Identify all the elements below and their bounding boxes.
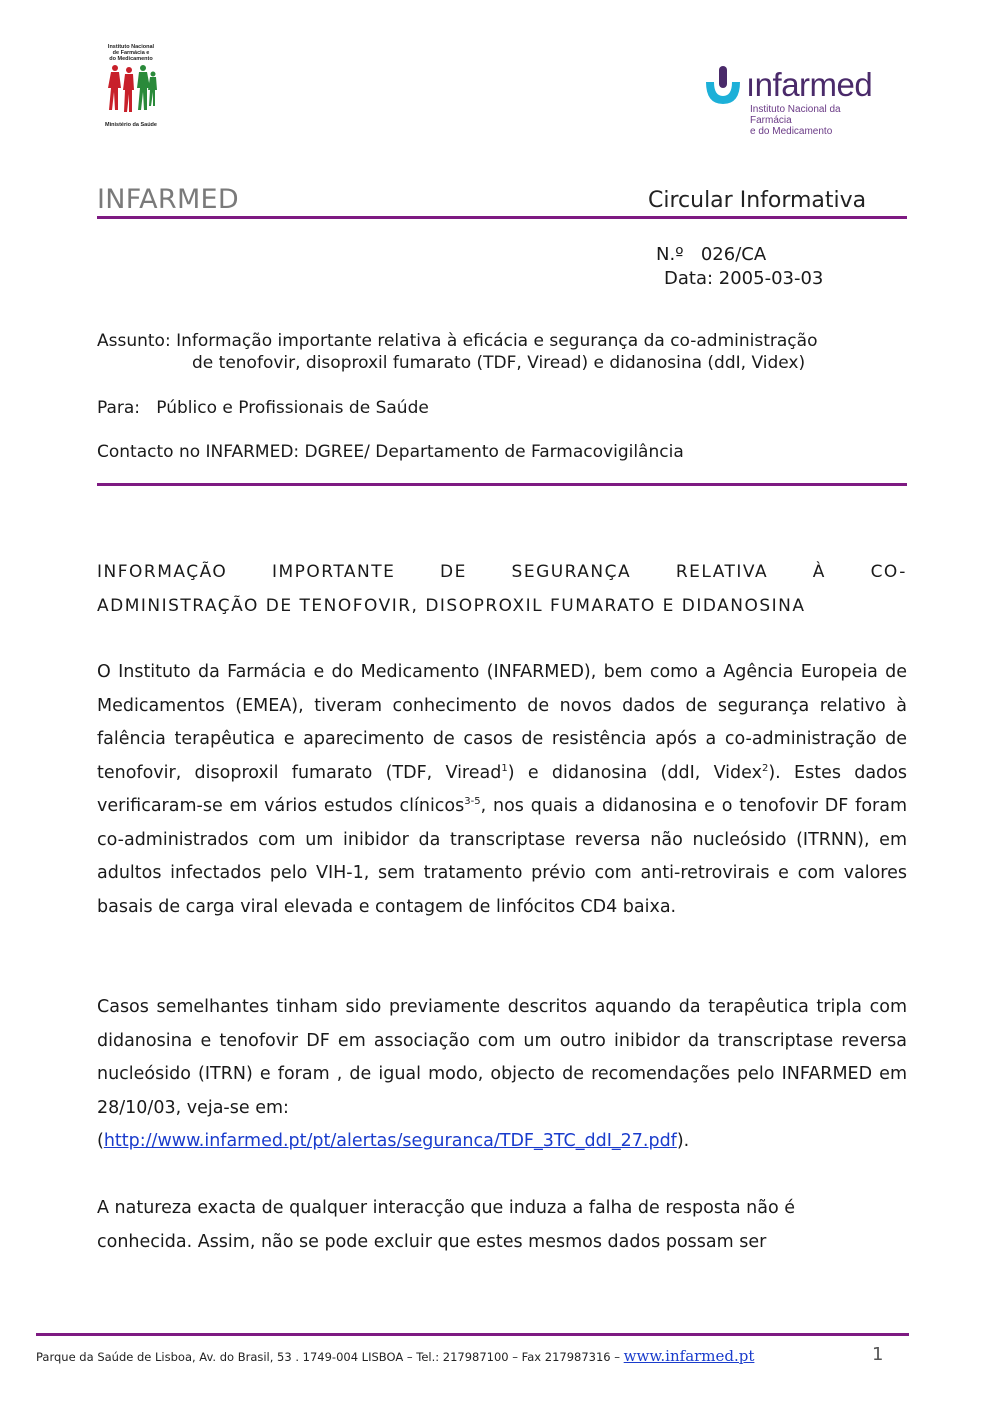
notice-title xyxy=(97,555,907,623)
reference-2: 2 xyxy=(761,762,769,774)
title-line-2: ADMINISTRAÇÃO DE TENOFOVIR, DISOPROXIL FUMARATO E DIDANOSINA xyxy=(97,596,806,616)
title-word: SEGURANÇA xyxy=(511,562,632,582)
date-value: 2005-03-03 xyxy=(718,268,824,289)
p1-text: ) e didanosina (ddI, Videx xyxy=(507,762,762,783)
p3-line-2: conhecida. Assim, não se pode excluir que estes mesmos dados possam ser xyxy=(97,1231,767,1252)
p1-text: ). Estes dados verificaram-se em vários estudos clínicos xyxy=(97,762,907,816)
ministry-logo xyxy=(96,44,166,138)
ministry-name: Ministério da Saúde xyxy=(105,122,157,128)
header-divider xyxy=(97,216,907,219)
to-value: Público e Profissionais de Saúde xyxy=(156,398,429,418)
p1-text: O Instituto da Farmácia e do Medicamento (INFARMED), bem como a Agência Europeia de Medicamentos (EMEA), tiveram conhecimento de novos dados de segurança relativo à falência terapêutica e aparecimento de casos de resistência após a co-administração de tenofovir, disoproxil fumarato (TDF, Viread xyxy=(97,662,907,783)
p3-line-1: A natureza exacta de qualquer interacção que induza a falha de resposta não é xyxy=(97,1198,795,1218)
link-paren: ). xyxy=(676,1131,690,1151)
reference-3-5: 3-5 xyxy=(464,796,481,808)
link-paren: ( xyxy=(97,1131,104,1151)
ministry-logo-line-1: Instituto Nacional xyxy=(107,44,155,50)
page-number: 1 xyxy=(872,1344,884,1365)
infarmed-subtitle-line-1: Instituto Nacional da Farmácia xyxy=(750,104,841,126)
infarmed-wordmark: ınfarmed xyxy=(746,66,873,103)
circular-number xyxy=(656,244,766,265)
subject-label: Assunto: xyxy=(97,331,171,351)
contact: Contacto no INFARMED: DGREE/ Departamento de Farmacovigilância xyxy=(97,442,684,462)
subject-line-2: de tenofovir, disoproxil fumarato (TDF, Viread) e didanosina (ddI, Videx) xyxy=(192,353,806,373)
to-label: Para: xyxy=(97,398,141,418)
website-link[interactable]: www.infarmed.pt xyxy=(623,1347,755,1365)
title-word: RELATIVA xyxy=(675,562,769,582)
meta-divider xyxy=(97,483,907,486)
header-organization: INFARMED xyxy=(97,184,239,215)
circular-date xyxy=(664,268,823,289)
infarmed-logo xyxy=(704,64,884,137)
alert-pdf-link[interactable]: http://www.infarmed.pt/pt/alertas/seguranca/TDF_3TC_ddI_27.pdf xyxy=(103,1131,677,1151)
ministry-logo-line-3: do Medicamento xyxy=(109,56,153,62)
ministry-logo-line-2: de Farmácia e xyxy=(112,50,150,56)
title-word: CO- xyxy=(870,562,907,582)
title-word: IMPORTANTE xyxy=(271,562,396,582)
p1-text: , nos quais a didanosina e o tenofovir DF foram co-administrados com um inibidor da transcriptase reversa não nucleósido (ITRNN), em adultos infectados pelo VIH-1, sem tratamento prévio com anti-retrovirais e com valores basais de carga viral elevada e contagem de linfócitos CD4 baixa. xyxy=(97,796,907,917)
paragraph-3 xyxy=(97,1192,907,1259)
title-word: INFORMAÇÃO xyxy=(97,562,228,582)
date-label: Data: xyxy=(664,268,714,289)
p2-text: Casos semelhantes tinham sido previamente descritos aquando da terapêutica tripla com didanosina e tenofovir DF em associação com um outro inibidor da transcriptase reversa nucleósido (ITRN) e foram , de igual modo, objecto de recomendações pelo INFARMED em 28/10/03, veja-se em: xyxy=(97,997,907,1118)
title-line-1 xyxy=(97,555,907,589)
title-word: À xyxy=(812,562,826,582)
figures-emblem-icon xyxy=(103,62,159,118)
number-value: 026/CA xyxy=(700,244,767,265)
footer xyxy=(36,1347,754,1365)
subject xyxy=(97,330,817,374)
document-type: Circular Informativa xyxy=(648,188,867,213)
infarmed-subtitle-line-2: e do Medicamento xyxy=(750,126,833,137)
paragraph-2 xyxy=(97,991,907,1159)
reference-1: 1 xyxy=(501,762,508,774)
footer-divider xyxy=(36,1333,909,1336)
subject-line-1: Informação importante relativa à eficácia e segurança da co-administração xyxy=(176,331,818,351)
number-label: N.º xyxy=(656,244,684,265)
recipients xyxy=(97,397,429,419)
title-word: DE xyxy=(440,562,467,582)
paragraph-1 xyxy=(97,656,907,924)
infarmed-subtitle xyxy=(750,104,884,137)
infarmed-drop-icon xyxy=(704,64,744,110)
footer-address: Parque da Saúde de Lisboa, Av. do Brasil, 53 . 1749-004 LISBOA – Tel.: 217987100 – Fax 217987316 – xyxy=(36,1350,621,1364)
